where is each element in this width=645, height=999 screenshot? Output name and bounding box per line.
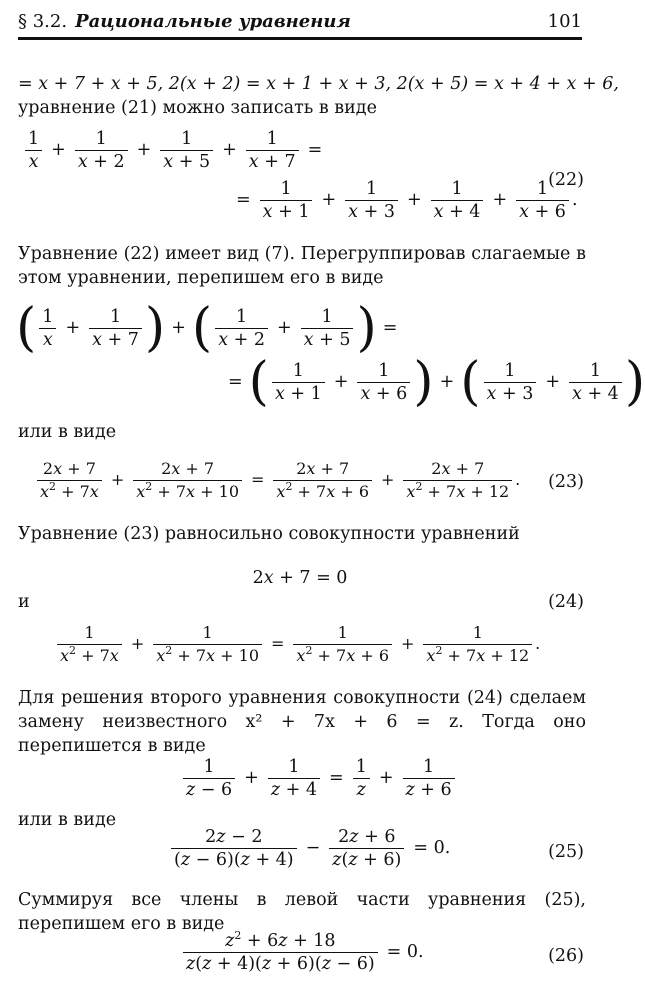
- section-number: § 3.2.: [18, 11, 68, 32]
- fraction: $\frac{1}{x + 2}$: [75, 128, 128, 173]
- text-line: уравнение (21) можно записать в виде: [18, 98, 377, 118]
- section-title: [18, 11, 351, 32]
- page-number: 101: [547, 11, 582, 32]
- equation-number: (25): [548, 842, 584, 862]
- equation-22-bottom: = $\frac{1}{x + 1}$ + $\frac{1}{x + 3}$ + $\frac{1}{x + 4}$ + $\frac{1}{x + 6}$ .: [236, 179, 578, 222]
- equation-number: (24): [548, 592, 584, 612]
- text-line: Уравнение (23) равносильно совокупности уравнений: [18, 524, 520, 544]
- equation-line-continuation: [18, 72, 619, 96]
- fraction: $\frac{1}{x + 1}$: [260, 178, 313, 223]
- equation-25: $\frac{2z - 2}{(z - 6)(z + 4)}$ − $\frac{2z + 6}{z(z + 6)}$ = 0.: [168, 826, 456, 871]
- header-left: [18, 10, 351, 34]
- header-rule: [18, 37, 582, 40]
- regrouped-equation-bottom: = ( $\frac{1}{x + 1}$ + $\frac{1}{x + 6}$ ) + ( $\frac{1}{x + 3}$ + $\frac{1}{x + 4}$ ): [228, 352, 645, 412]
- math-text: = x + 7 + x + 5, 2(x + 2) = x + 1 + x + 3, 2(x + 5) = x + 4 + x + 6,: [18, 74, 619, 94]
- text-line: или в виде: [18, 422, 117, 442]
- fraction: $\frac{1}{x + 3}$: [345, 178, 398, 223]
- running-header: [18, 10, 582, 40]
- fraction: $\frac{1}{x + 5}$: [160, 128, 213, 173]
- regrouped-equation-top: ( $\frac{1}{x}$ + $\frac{1}{x + 7}$ ) + ( $\frac{1}{x + 2}$ + $\frac{1}{x + 5}$ ) =: [16, 298, 398, 358]
- fraction: $\frac{1}{x + 4}$: [431, 178, 484, 223]
- fraction: $\frac{1}{x}$: [25, 128, 42, 173]
- text-line: или в виде: [18, 810, 117, 830]
- equation-number: (23): [548, 472, 584, 492]
- fraction: $\frac{1}{x + 7}$: [246, 128, 299, 173]
- equation-22-top: $\frac{1}{x}$ + $\frac{1}{x + 2}$ + $\frac{1}{x + 5}$ + $\frac{1}{x + 7}$ =: [22, 128, 328, 173]
- equation-number: (26): [548, 946, 584, 966]
- equation-z: $\frac{1}{z - 6}$ + $\frac{1}{z + 4}$ = $\frac{1}{z}$ + $\frac{1}{z + 6}$: [180, 756, 458, 801]
- equation-24a: 2x + 7 = 0: [252, 568, 348, 588]
- chapter-title: Рациональные уравнения: [75, 11, 351, 32]
- equation-24b: $\frac{1}{x^2 + 7x}$ + $\frac{1}{x^2 + 7x + 10}$ = $\frac{1}{x^2 + 7x + 6}$ + $\frac{1}{x^2 + 7x + 12}$ .: [54, 622, 540, 667]
- paragraph: Для решения второго уравнения совокупности (24) сделаем замену неизвестного x² + 7x + 6 = z. Тогда оно перепишется в виде: [18, 688, 586, 756]
- paragraph: Уравнение (22) имеет вид (7). Перегруппировав слагаемые в этом уравнении, перепишем его в виде: [18, 244, 586, 288]
- conjunction: и: [18, 592, 30, 612]
- paragraph: Суммируя все члены в левой части уравнения (25), перепишем его в виде: [18, 890, 586, 934]
- equation-23: $\frac{2x + 7}{x^2 + 7x}$ + $\frac{2x + 7}{x^2 + 7x + 10}$ = $\frac{2x + 7}{x^2 + 7x + 6}$ + $\frac{2x + 7}{x^2 + 7x + 12}$ .: [34, 458, 520, 503]
- equation-number: (22): [548, 170, 584, 190]
- equation-26: $\frac{z^2 + 6z + 18}{z(z + 4)(z + 6)(z - 6)}$ = 0.: [180, 930, 430, 975]
- fraction: $\frac{1}{x + 6}$: [516, 178, 569, 223]
